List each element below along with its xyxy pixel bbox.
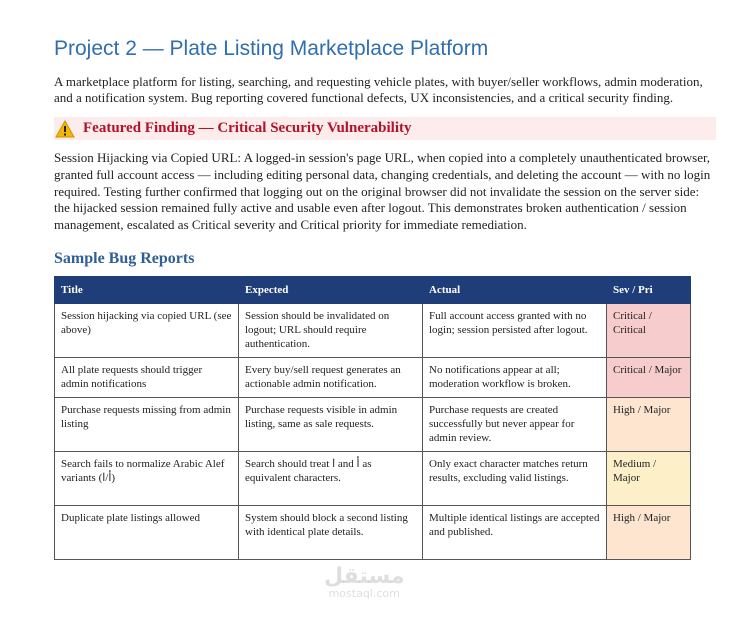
featured-finding-banner (54, 117, 716, 140)
header-actual: Actual (423, 276, 607, 303)
cell-expected: Every buy/sell request generates an actionable admin notification. (239, 357, 423, 397)
cell-severity: Medium / Major (607, 451, 691, 505)
cell-severity: Critical / Critical (607, 303, 691, 357)
intro-paragraph: A marketplace platform for listing, searching, and requesting vehicle plates, with buyer/seller workflows, admin moderation, and a notification system. Bug reporting covered functional defects, UX inconsistencies, and a critical security finding. (54, 74, 703, 105)
table-header-row (55, 276, 691, 303)
cell-actual: Full account access granted with no login; session persisted after logout. (423, 303, 607, 357)
sample-bug-reports-heading: Sample Bug Reports (54, 249, 195, 267)
cell-severity: High / Major (607, 397, 691, 451)
header-title: Title (55, 276, 239, 303)
table-row (55, 357, 691, 397)
cell-actual: Multiple identical listings are accepted and published. (423, 505, 607, 559)
cell-actual: Only exact character matches return results, excluding valid listings. (423, 451, 607, 505)
cell-title: All plate requests should trigger admin notifications (55, 357, 239, 397)
watermark-url: mostaql.com (328, 587, 400, 600)
watermark (324, 566, 404, 600)
warning-icon (55, 120, 75, 138)
watermark-logo-text: مستقل (324, 564, 405, 589)
table-row (55, 505, 691, 559)
header-expected: Expected (239, 276, 423, 303)
cell-severity: Critical / Major (607, 357, 691, 397)
featured-finding-heading: Featured Finding — Critical Security Vulnerability (83, 120, 412, 136)
cell-severity: High / Major (607, 505, 691, 559)
header-sev-pri: Sev / Pri (607, 276, 691, 303)
table-row (55, 397, 691, 451)
cell-expected: System should block a second listing with identical plate details. (239, 505, 423, 559)
table-row (55, 451, 691, 505)
table-row (55, 303, 691, 357)
cell-actual: No notifications appear at all; moderation workflow is broken. (423, 357, 607, 397)
finding-paragraph: Session Hijacking via Copied URL: A logged-in session's page URL, when copied into a completely unauthenticated browser, granted full account access — including editing personal data, changing credentials, and deleting the account — with no login required. Testing further confirmed that logging out on the original browser did not invalidate the session on the server side: the hijacked session remained fully active and usable even after logout. This demonstrates broken authentication / session management, escalated as Critical severity and Critical priority for immediate remediation. (54, 150, 711, 233)
bug-reports-table (54, 276, 691, 560)
cell-expected: Purchase requests visible in admin listing, same as sale requests. (239, 397, 423, 451)
cell-title: Search fails to normalize Arabic Alef variants (أ/ا) (55, 451, 239, 505)
cell-expected: Search should treat ا and أ as equivalent characters. (239, 451, 423, 505)
cell-expected: Session should be invalidated on logout; URL should require authentication. (239, 303, 423, 357)
project-title: Project 2 — Plate Listing Marketplace Platform (54, 37, 489, 60)
cell-title: Purchase requests missing from admin listing (55, 397, 239, 451)
cell-title: Duplicate plate listings allowed (55, 505, 239, 559)
cell-title: Session hijacking via copied URL (see above) (55, 303, 239, 357)
document-page (54, 36, 716, 560)
cell-actual: Purchase requests are created successfully but never appear for admin review. (423, 397, 607, 451)
